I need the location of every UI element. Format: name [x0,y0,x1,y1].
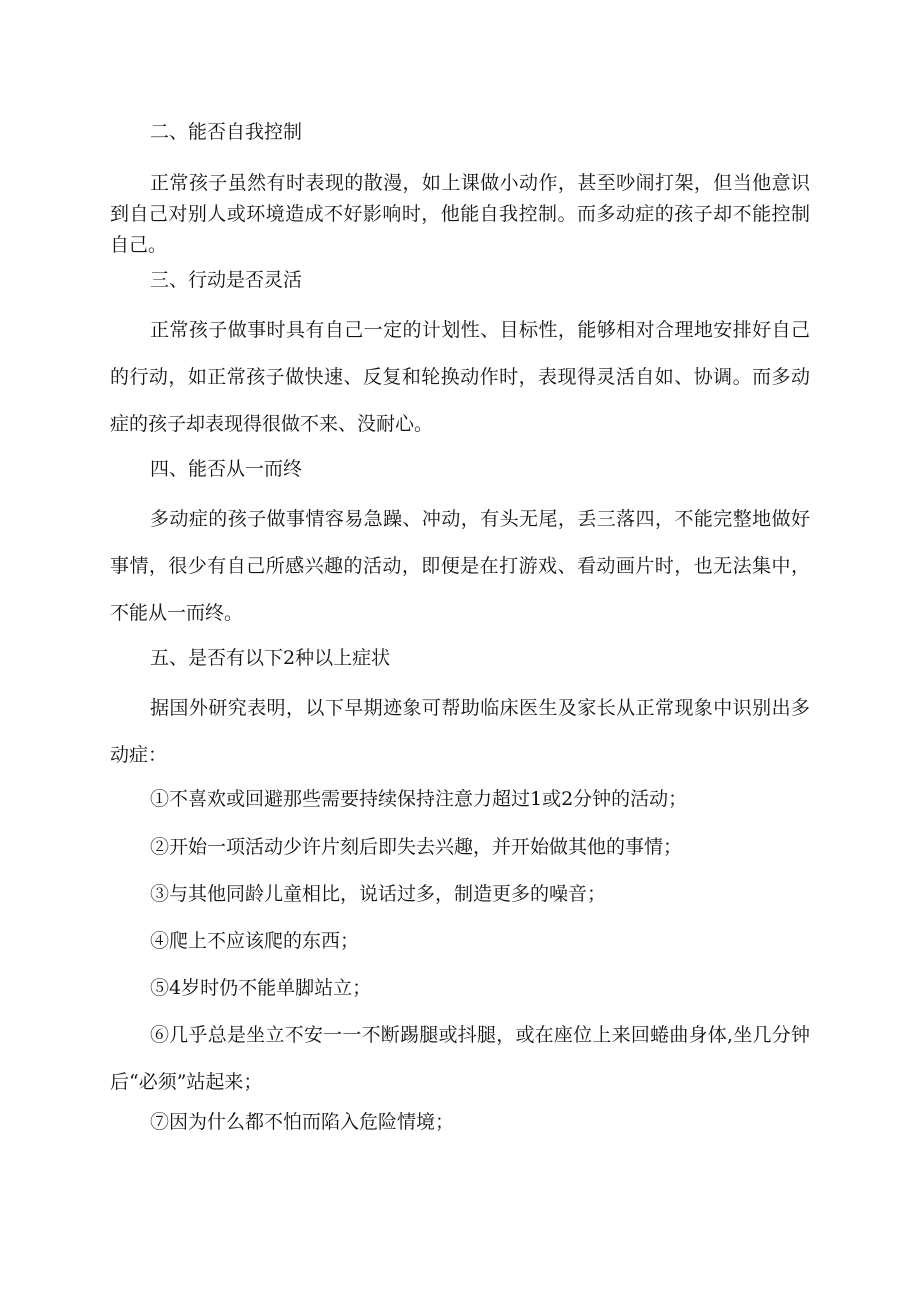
paragraph-agility: 正常孩子做事时具有自己一定的计划性、目标性，能够相对合理地安排好自己的行动，如正常孩子做快速、反复和轮换动作时，表现得灵活自如、协调。而多动症的孩子却表现得很做不来、没耐心。 [110,319,810,435]
paragraph-self-control: 正常孩子虽然有时表现的散漫，如上课做小动作，甚至吵闹打架，但当他意识到自己对别人或环境造成不好影响时，他能自我控制。而多动症的孩子却不能控制自己。 [110,172,810,256]
section-heading-symptoms: 五、是否有以下2种以上症状 [150,647,391,669]
section-heading-self-control: 二、能否自我控制 [150,121,303,143]
list-item: ④爬上不应该爬的东西； [150,930,360,952]
list-item: ③与其他同龄儿童相比，说话过多，制造更多的噪音； [150,883,607,905]
list-item: ⑦因为什么都不怕而陷入危险情境； [150,1111,455,1133]
section-heading-persistence: 四、能否从一而终 [150,458,303,480]
paragraph-persistence: 多动症的孩子做事情容易急躁、冲动，有头无尾，丢三落四，不能完整地做好事情，很少有自己所感兴趣的活动，即便是在打游戏、看动画片时，也无法集中，不能从一而终。 [110,508,810,624]
section-heading-agility: 三、行动是否灵活 [150,269,303,291]
list-item: ①不喜欢或回避那些需要持续保持注意力超过1或2分钟的活动； [150,788,688,810]
list-item: ⑥几乎总是坐立不安一一不断踢腿或抖腿，或在座位上来回蜷曲身体,坐几分钟后“必须”站起来； [110,1024,810,1093]
list-item: ②开始一项活动少许片刻后即失去兴趣，并开始做其他的事情； [150,836,683,858]
paragraph-symptoms-intro: 据国外研究表明，以下早期迹象可帮助临床医生及家长从正常现象中识别出多动症： [110,697,810,766]
list-item: ⑤4岁时仍不能单脚站立； [150,977,372,999]
